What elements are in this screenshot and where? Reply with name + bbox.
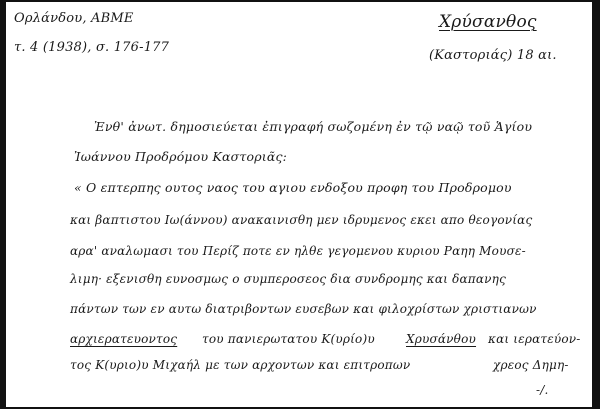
intro-line-2: Ἰωάννου Προδρόμου Καστοριᾶς: (74, 149, 288, 164)
quote-line-2: και βαπτιστου Ιω(άννου) ανακαινισθη μεν ιδρυμενος εκει απο θεογονίας (70, 213, 533, 227)
heading-place-century: (Καστοριάς) 18 αι. (429, 48, 557, 63)
quote-line-6-title: του πανιερωτατου Κ(υρίο)υ (202, 332, 375, 346)
quote-line-6-name: Χρυσάνθου (406, 332, 477, 346)
quote-line-1: « Ο επτερπης ουτος ναος του αγιου ενδοξου προφη του Προδρομου (74, 180, 512, 195)
quote-line-7-end: χρεος Δημη- (493, 358, 569, 372)
quote-line-7: τος Κ(υριο)υ Μιχαήλ με των αρχοντων και επιτροπων (70, 358, 411, 372)
intro-line-1: Ἐνθ' ἀνωτ. δημοσιεύεται ἐπιγραφή σωζομένη ἐν τῷ ναῷ τοῦ Ἁγίου (94, 119, 533, 134)
quote-line-3: αρα' αναλωμασι του Περίζ ποτε εν ηλθε γεγομενου κυριου Ραηη Μουσε- (70, 244, 526, 258)
quote-line-6-archbishop-term: αρχιερατευοντος (70, 332, 178, 346)
quote-line-5: πάντων των εν αυτω διατριβοντων ευσεβων και φιλοχρίστων χριστιανων (70, 302, 537, 316)
reference-line-2: τ. 4 (1938), σ. 176-177 (14, 40, 170, 55)
quote-line-8: -/. (536, 383, 549, 397)
quote-line-6-end: και ιερατεύον- (488, 332, 581, 346)
quote-line-4: λιμη· εξενισθη ευνοσμως ο συμπεροσεος δια συνδρομης και δαπανης (70, 272, 506, 286)
heading-name: Χρύσανθος (439, 12, 537, 32)
reference-line-1: Ορλάνδου, ΑΒΜΕ (14, 11, 134, 26)
